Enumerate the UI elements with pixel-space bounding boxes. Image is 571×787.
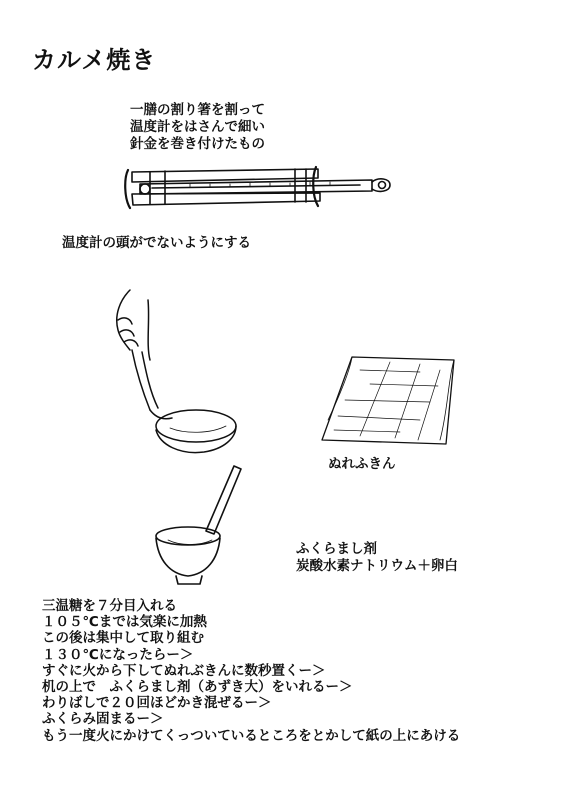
step-line: １３０℃になったらー＞ — [42, 646, 194, 663]
thermometer-caption-line: 温度計をはさんで細い — [130, 119, 265, 135]
step-line: １０５℃までは気楽に加熱 — [42, 614, 207, 631]
thermometer-caption — [130, 102, 265, 153]
thermometer-illustration — [125, 167, 390, 208]
step-line: 三温糖を７分目入れる — [42, 598, 177, 614]
wet-cloth-caption: ぬれふきん — [328, 456, 396, 472]
thermometer-note: 温度計の頭がでないようにする — [62, 235, 251, 251]
thermometer-caption-line: 針金を巻き付けたもの — [130, 136, 265, 152]
mixing-bowl-illustration — [156, 466, 241, 584]
step-line: 机の上で ふくらまし剤（あずき大）をいれるー＞ — [42, 679, 353, 696]
leavening-caption — [296, 541, 458, 575]
procedure-steps — [42, 598, 460, 744]
leavening-caption-line: 炭酸水素ナトリウム＋卵白 — [296, 558, 458, 574]
step-line: わりばしで２０回ほどかき混ぜるー＞ — [42, 695, 272, 712]
leavening-caption-line: ふくらまし剤 — [296, 541, 377, 557]
step-line: もう一度火にかけてくっついているところをとかして紙の上にあける — [42, 727, 461, 744]
step-line: すぐに火から下してぬれぶきんに数秒置くー＞ — [42, 662, 326, 679]
page-title: カルメ焼き — [32, 46, 157, 74]
wet-cloth-illustration — [322, 357, 454, 444]
ladle-illustration — [117, 290, 236, 453]
step-line: ふくらみ固まるー＞ — [42, 711, 164, 728]
step-line: この後は集中して取り組む — [42, 630, 204, 647]
thermometer-caption-line: 一膳の割り箸を割って — [130, 102, 265, 118]
